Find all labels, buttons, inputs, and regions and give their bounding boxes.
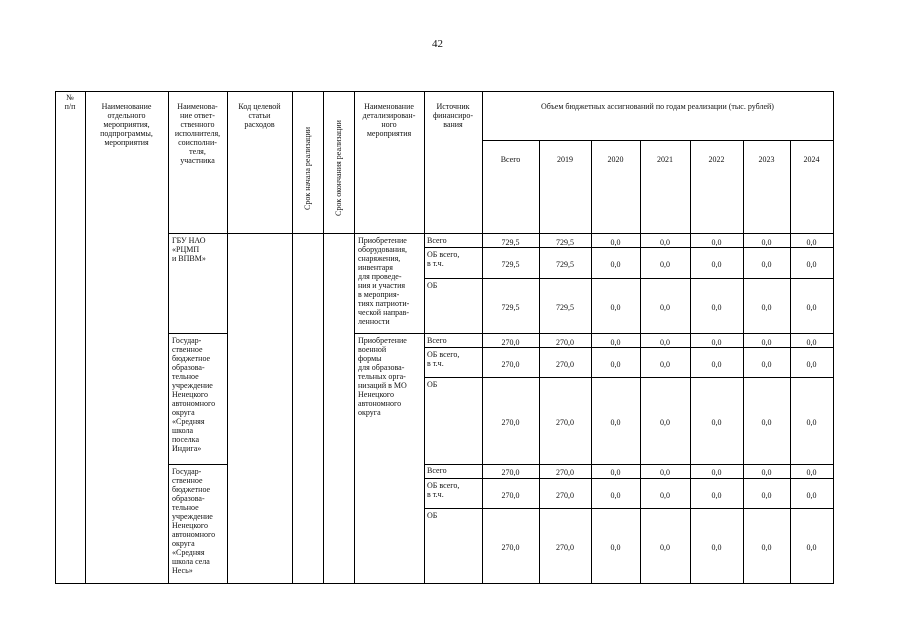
header-year-2021: 2021 xyxy=(657,155,673,164)
value-2023: 0,0 xyxy=(761,260,772,269)
value-2020: 0,0 xyxy=(610,303,621,312)
header-detail: Наименование детализирован- ного мероприятия xyxy=(362,102,416,138)
value-2023: 0,0 xyxy=(761,238,772,247)
source-cell: ОБ всего, в т.ч. xyxy=(427,250,460,268)
header-measure: Наименование отдельного мероприятия, подпрограммы, мероприятия xyxy=(100,102,153,147)
value-2023: 0,0 xyxy=(761,418,772,427)
value-2022: 0,0 xyxy=(711,543,722,552)
value-2024: 0,0 xyxy=(806,543,817,552)
value-2023: 0,0 xyxy=(761,338,772,347)
detail-cell: Приобретение военной формы для образова- тельных орга- низаций в МО Ненецкого автономного округа xyxy=(358,336,407,417)
value-2020: 0,0 xyxy=(610,491,621,500)
header-year-2022: 2022 xyxy=(708,155,725,164)
header-year-2024: 2024 xyxy=(803,155,820,164)
value-2021: 0,0 xyxy=(660,543,670,552)
source-cell: ОБ xyxy=(427,281,438,290)
value-2021: 0,0 xyxy=(660,418,670,427)
value-2024: 0,0 xyxy=(806,238,817,247)
header-year-2020: 2020 xyxy=(607,155,624,164)
value-total: 729,5 xyxy=(501,303,520,312)
value-2024: 0,0 xyxy=(806,338,817,347)
value-total: 729,5 xyxy=(501,238,520,247)
value-2019: 270,0 xyxy=(556,338,574,347)
value-2023: 0,0 xyxy=(761,360,772,369)
value-2019: 270,0 xyxy=(556,468,574,477)
value-total: 270,0 xyxy=(501,543,520,552)
value-2022: 0,0 xyxy=(711,491,722,500)
header-end-period: Срок окончания реализации xyxy=(334,120,343,216)
value-2024: 0,0 xyxy=(806,303,817,312)
value-total: 270,0 xyxy=(501,491,520,500)
value-2020: 0,0 xyxy=(610,360,621,369)
value-2022: 0,0 xyxy=(711,338,722,347)
header-source: Источник финансиро- вания xyxy=(432,102,474,129)
value-2021: 0,0 xyxy=(660,360,670,369)
page-number: 42 xyxy=(432,38,443,50)
value-2020: 0,0 xyxy=(610,418,621,427)
value-2022: 0,0 xyxy=(711,303,722,312)
header-start-period: Срок начала реализации xyxy=(303,126,312,210)
value-2019: 270,0 xyxy=(556,418,574,427)
value-2022: 0,0 xyxy=(711,468,722,477)
source-cell: ОБ всего, в т.ч. xyxy=(427,350,460,368)
value-2019: 729,5 xyxy=(556,260,574,269)
source-cell: ОБ xyxy=(427,380,438,389)
value-total: 729,5 xyxy=(501,260,520,269)
source-cell: Всего xyxy=(427,466,447,475)
value-2020: 0,0 xyxy=(610,543,621,552)
value-2023: 0,0 xyxy=(761,491,772,500)
value-2020: 0,0 xyxy=(610,238,621,247)
header-year-2023: 2023 xyxy=(758,155,775,164)
executor-cell: ГБУ НАО «РЦМП и ВПВМ» xyxy=(172,236,206,263)
value-total: 270,0 xyxy=(501,338,520,347)
value-2024: 0,0 xyxy=(806,491,817,500)
value-2019: 270,0 xyxy=(556,491,574,500)
value-2021: 0,0 xyxy=(660,260,670,269)
value-2022: 0,0 xyxy=(711,418,722,427)
value-2019: 270,0 xyxy=(556,360,574,369)
source-cell: Всего xyxy=(427,336,447,345)
value-total: 270,0 xyxy=(501,468,520,477)
header-code: Код целевой статьи расходов xyxy=(238,102,281,129)
value-2021: 0,0 xyxy=(660,491,670,500)
header-budget: Объем бюджетных ассигнований по годам реализации (тыс. рублей) xyxy=(541,102,774,111)
value-total: 270,0 xyxy=(501,418,520,427)
value-2021: 0,0 xyxy=(660,238,670,247)
detail-cell: Приобретение оборудования, снаряжения, инвентаря для проведе- ния и участия в мероприя- тиях патриоти- ческой направ- ленности xyxy=(358,236,410,326)
value-2024: 0,0 xyxy=(806,418,817,427)
value-2024: 0,0 xyxy=(806,468,817,477)
value-2019: 729,5 xyxy=(556,238,574,247)
value-2023: 0,0 xyxy=(761,543,772,552)
value-2019: 729,5 xyxy=(556,303,574,312)
source-cell: Всего xyxy=(427,236,447,245)
value-2021: 0,0 xyxy=(660,303,670,312)
executor-cell: Государ- ственное бюджетное образова- тельное учреждение Ненецкого автономного округа «Средняя школа поселка Индига» xyxy=(172,336,216,453)
value-2020: 0,0 xyxy=(610,338,621,347)
value-2022: 0,0 xyxy=(711,260,722,269)
header-year-2019: 2019 xyxy=(557,155,573,164)
source-cell: ОБ xyxy=(427,511,438,520)
value-2020: 0,0 xyxy=(610,468,621,477)
value-2023: 0,0 xyxy=(761,303,772,312)
source-cell: ОБ всего, в т.ч. xyxy=(427,481,460,499)
value-2022: 0,0 xyxy=(711,238,722,247)
value-2024: 0,0 xyxy=(806,360,817,369)
executor-cell: Государ- ственное бюджетное образова- тельное учреждение Ненецкого автономного округа «Средняя школа села Несь» xyxy=(172,467,216,575)
value-2022: 0,0 xyxy=(711,360,722,369)
header-executor: Наименова- ние ответ- ственного исполнителя, соисполни- теля, участника xyxy=(174,102,221,165)
value-total: 270,0 xyxy=(501,360,520,369)
value-2024: 0,0 xyxy=(806,260,817,269)
value-2020: 0,0 xyxy=(610,260,621,269)
value-2019: 270,0 xyxy=(556,543,574,552)
header-num: № п/п xyxy=(64,93,76,111)
value-2021: 0,0 xyxy=(660,338,670,347)
header-year-total: Всего xyxy=(500,155,521,164)
value-2021: 0,0 xyxy=(660,468,670,477)
value-2023: 0,0 xyxy=(761,468,772,477)
